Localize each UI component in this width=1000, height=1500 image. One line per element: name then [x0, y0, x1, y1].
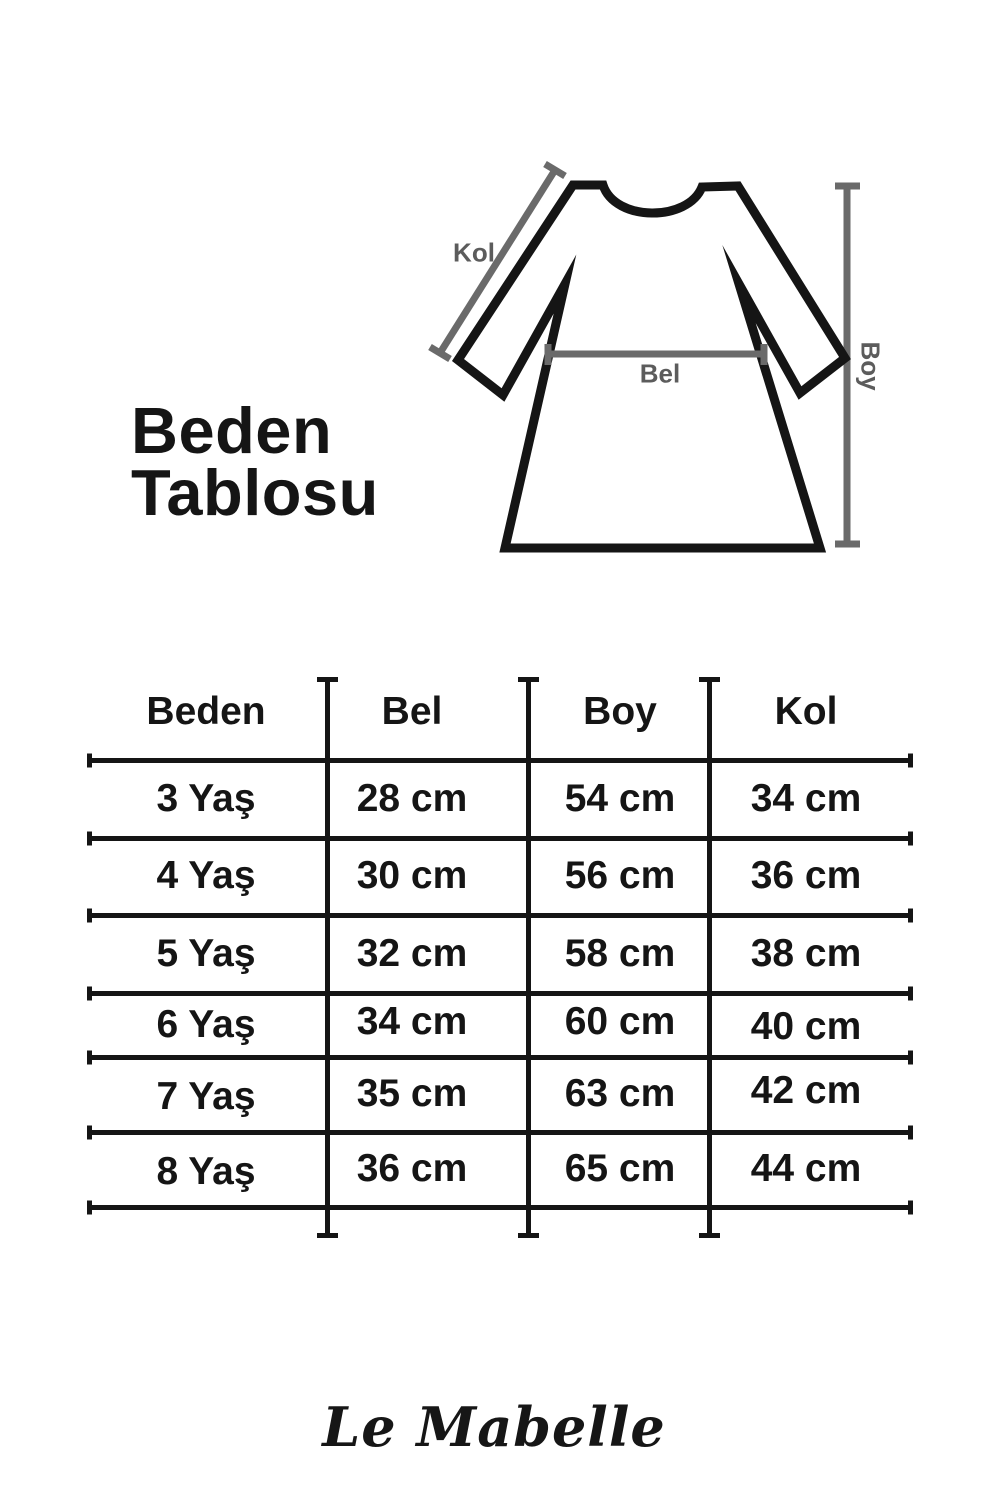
table-cell: 42 cm: [750, 1069, 862, 1112]
table-cell: 30 cm: [356, 854, 468, 897]
table-header-bel: Bel: [381, 690, 443, 733]
table-cell: 32 cm: [356, 932, 468, 975]
table-cell: 34 cm: [356, 1000, 468, 1043]
table-cell: 34 cm: [750, 777, 862, 820]
page-title: [131, 394, 379, 529]
table-cell: 38 cm: [750, 932, 862, 975]
table-cell: 36 cm: [750, 854, 862, 897]
table-cell: 44 cm: [750, 1147, 862, 1190]
table-cell: 58 cm: [564, 932, 676, 975]
height-measure-label: Boy: [855, 341, 886, 391]
table-cell: 65 cm: [564, 1147, 676, 1190]
waist-measure-label: Bel: [639, 358, 681, 389]
table-header-kol: Kol: [774, 690, 838, 733]
table-cell: 4 Yaş: [156, 854, 256, 897]
table-cell: 54 cm: [564, 777, 676, 820]
table-cell: 5 Yaş: [156, 932, 256, 975]
table-header-beden: Beden: [146, 690, 266, 733]
page-title-line2: Tablosu: [131, 456, 379, 529]
table-cell: 60 cm: [564, 1000, 676, 1043]
table-header-boy: Boy: [583, 690, 657, 733]
table-cell: 40 cm: [750, 1005, 862, 1048]
table-cell: 7 Yaş: [156, 1075, 256, 1118]
sleeve-measure-label: Kol: [453, 237, 495, 268]
table-cell: 6 Yaş: [156, 1003, 256, 1046]
table-cell: 56 cm: [564, 854, 676, 897]
table-cell: 3 Yaş: [156, 777, 256, 820]
brand-logo: Le Mabelle: [322, 1395, 666, 1459]
table-cell: 28 cm: [356, 777, 468, 820]
table-cell: 36 cm: [356, 1147, 468, 1190]
table-cell: 35 cm: [356, 1072, 468, 1115]
table-cell: 63 cm: [564, 1072, 676, 1115]
page-title-line1: Beden: [131, 394, 333, 467]
table-cell: 8 Yaş: [156, 1150, 256, 1193]
